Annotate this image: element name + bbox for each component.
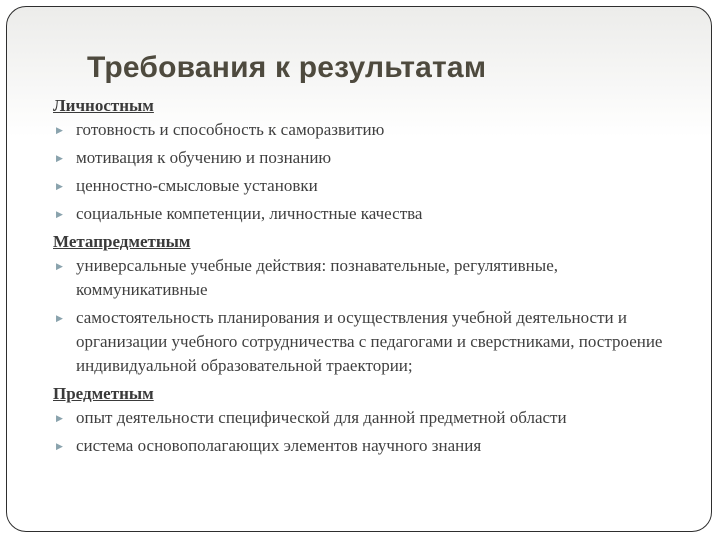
list-item: ▶ социальные компетенции, личностные качества bbox=[53, 202, 693, 226]
slide-title: Требования к результатам bbox=[87, 51, 487, 84]
triangle-bullet-icon: ▶ bbox=[56, 181, 63, 191]
list-item: ▶ готовность и способность к саморазвитию bbox=[53, 118, 693, 142]
triangle-bullet-icon: ▶ bbox=[56, 153, 63, 163]
slide-content bbox=[53, 94, 693, 462]
list-item: ▶ самостоятельность планирования и осуществления учебной деятельности и организации учебного сотрудничества с педагогами и сверстниками, построение индивидуальной образовательной траектории; bbox=[56, 308, 663, 375]
metasubject-list bbox=[53, 254, 693, 378]
subject-list bbox=[53, 406, 693, 458]
personal-list bbox=[53, 118, 693, 226]
triangle-bullet-icon: ▶ bbox=[56, 209, 63, 219]
section-heading-metasubject: Метапредметным bbox=[53, 232, 191, 251]
triangle-bullet-icon: ▶ bbox=[56, 313, 63, 323]
triangle-bullet-icon: ▶ bbox=[56, 125, 63, 135]
section-heading-personal: Личностным bbox=[53, 96, 154, 115]
triangle-bullet-icon: ▶ bbox=[56, 413, 63, 423]
list-item: ▶ система основополагающих элементов научного знания bbox=[53, 434, 693, 458]
triangle-bullet-icon: ▶ bbox=[56, 441, 63, 451]
section-heading-subject: Предметным bbox=[53, 384, 154, 403]
list-item: ▶ мотивация к обучению и познанию bbox=[53, 146, 693, 170]
list-item: ▶ универсальные учебные действия: познавательные, регулятивные, коммуникативные bbox=[56, 256, 558, 299]
triangle-bullet-icon: ▶ bbox=[56, 261, 63, 271]
list-item: ▶ ценностно-смысловые установки bbox=[53, 174, 693, 198]
list-item: ▶ опыт деятельности специфической для данной предметной области bbox=[53, 406, 693, 430]
